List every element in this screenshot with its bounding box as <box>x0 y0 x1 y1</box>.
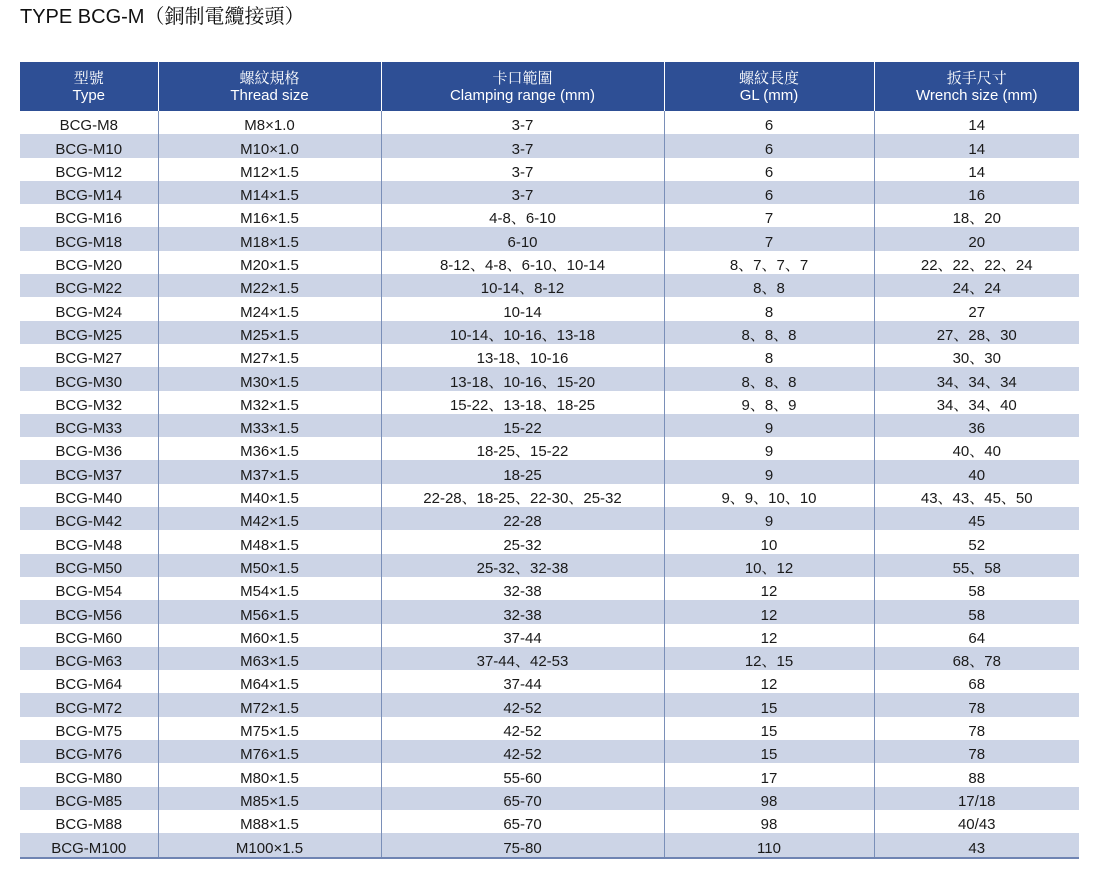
cell-clamping-range: 37-44 <box>381 670 664 693</box>
cell-thread-size: M63×1.5 <box>158 647 381 670</box>
cell-type: BCG-M24 <box>20 297 158 320</box>
cell-wrench-size: 34、34、40 <box>874 391 1079 414</box>
cell-thread-size: M20×1.5 <box>158 251 381 274</box>
column-header-en: GL (mm) <box>739 86 799 104</box>
cell-wrench-size: 78 <box>874 717 1079 740</box>
cell-clamping-range: 15-22、13-18、18-25 <box>381 391 664 414</box>
cell-type: BCG-M80 <box>20 763 158 786</box>
cell-gl: 8、7、7、7 <box>664 251 874 274</box>
column-header-zh: 螺紋規格 <box>239 69 300 87</box>
table-row <box>20 530 1079 553</box>
cell-clamping-range: 4-8、6-10 <box>381 204 664 227</box>
cell-gl: 17 <box>664 763 874 786</box>
cell-gl: 15 <box>664 717 874 740</box>
cell-wrench-size: 27 <box>874 297 1079 320</box>
cell-type: BCG-M18 <box>20 227 158 250</box>
table-body <box>20 111 1079 858</box>
cell-thread-size: M24×1.5 <box>158 297 381 320</box>
cell-type: BCG-M40 <box>20 484 158 507</box>
table-row <box>20 274 1079 297</box>
cell-type: BCG-M30 <box>20 367 158 390</box>
cell-type: BCG-M22 <box>20 274 158 297</box>
cell-thread-size: M48×1.5 <box>158 530 381 553</box>
cell-wrench-size: 52 <box>874 530 1079 553</box>
cell-gl: 110 <box>664 833 874 857</box>
cell-gl: 12、15 <box>664 647 874 670</box>
cell-gl: 8、8 <box>664 274 874 297</box>
column-header-gl <box>664 62 874 111</box>
spec-table <box>20 62 1079 859</box>
cell-wrench-size: 43、43、45、50 <box>874 484 1079 507</box>
table-row <box>20 554 1079 577</box>
cell-thread-size: M16×1.5 <box>158 204 381 227</box>
column-header-type <box>20 62 158 111</box>
cell-wrench-size: 24、24 <box>874 274 1079 297</box>
cell-thread-size: M18×1.5 <box>158 227 381 250</box>
cell-clamping-range: 3-7 <box>381 181 664 204</box>
cell-gl: 98 <box>664 810 874 833</box>
cell-wrench-size: 58 <box>874 577 1079 600</box>
cell-clamping-range: 65-70 <box>381 787 664 810</box>
cell-wrench-size: 64 <box>874 624 1079 647</box>
cell-clamping-range: 65-70 <box>381 810 664 833</box>
cell-gl: 7 <box>664 227 874 250</box>
cell-wrench-size: 30、30 <box>874 344 1079 367</box>
cell-gl: 6 <box>664 158 874 181</box>
page-title: TYPE BCG-M（銅制電纜接頭） <box>20 6 305 28</box>
column-header-zh: 型號 <box>73 69 104 87</box>
cell-clamping-range: 37-44 <box>381 624 664 647</box>
cell-gl: 12 <box>664 624 874 647</box>
column-header-en: Thread size <box>230 86 309 104</box>
cell-wrench-size: 22、22、22、24 <box>874 251 1079 274</box>
cell-type: BCG-M37 <box>20 460 158 483</box>
table-row <box>20 670 1079 693</box>
column-header-zh: 螺紋長度 <box>738 69 799 87</box>
table-row <box>20 717 1079 740</box>
cell-type: BCG-M60 <box>20 624 158 647</box>
cell-wrench-size: 88 <box>874 763 1079 786</box>
cell-wrench-size: 40 <box>874 460 1079 483</box>
table-row <box>20 111 1079 134</box>
cell-type: BCG-M50 <box>20 554 158 577</box>
cell-clamping-range: 10-14、10-16、13-18 <box>381 321 664 344</box>
column-header-en: Wrench size (mm) <box>916 86 1038 104</box>
cell-clamping-range: 15-22 <box>381 414 664 437</box>
table-row <box>20 600 1079 623</box>
cell-clamping-range: 18-25 <box>381 460 664 483</box>
cell-wrench-size: 14 <box>874 111 1079 134</box>
cell-thread-size: M42×1.5 <box>158 507 381 530</box>
cell-gl: 8 <box>664 297 874 320</box>
cell-clamping-range: 3-7 <box>381 111 664 134</box>
cell-thread-size: M27×1.5 <box>158 344 381 367</box>
cell-type: BCG-M64 <box>20 670 158 693</box>
column-header-thread-size <box>158 62 381 111</box>
cell-wrench-size: 14 <box>874 158 1079 181</box>
cell-wrench-size: 18、20 <box>874 204 1079 227</box>
column-header-clamping-range <box>381 62 664 111</box>
cell-type: BCG-M25 <box>20 321 158 344</box>
cell-gl: 15 <box>664 693 874 716</box>
cell-type: BCG-M36 <box>20 437 158 460</box>
cell-thread-size: M25×1.5 <box>158 321 381 344</box>
cell-gl: 8 <box>664 344 874 367</box>
table-row <box>20 484 1079 507</box>
cell-type: BCG-M10 <box>20 134 158 157</box>
cell-thread-size: M56×1.5 <box>158 600 381 623</box>
column-header-wrench-size <box>874 62 1079 111</box>
cell-thread-size: M50×1.5 <box>158 554 381 577</box>
cell-thread-size: M8×1.0 <box>158 111 381 134</box>
cell-clamping-range: 3-7 <box>381 134 664 157</box>
cell-type: BCG-M42 <box>20 507 158 530</box>
table-row <box>20 647 1079 670</box>
table-row <box>20 763 1079 786</box>
table-row <box>20 227 1079 250</box>
cell-type: BCG-M8 <box>20 111 158 134</box>
cell-gl: 10、12 <box>664 554 874 577</box>
cell-wrench-size: 78 <box>874 740 1079 763</box>
cell-gl: 6 <box>664 111 874 134</box>
cell-wrench-size: 17/18 <box>874 787 1079 810</box>
cell-clamping-range: 13-18、10-16、15-20 <box>381 367 664 390</box>
table-row <box>20 414 1079 437</box>
cell-thread-size: M14×1.5 <box>158 181 381 204</box>
cell-clamping-range: 13-18、10-16 <box>381 344 664 367</box>
cell-clamping-range: 6-10 <box>381 227 664 250</box>
table-row <box>20 693 1079 716</box>
cell-thread-size: M64×1.5 <box>158 670 381 693</box>
cell-type: BCG-M76 <box>20 740 158 763</box>
cell-wrench-size: 20 <box>874 227 1079 250</box>
table-row <box>20 158 1079 181</box>
table-row <box>20 507 1079 530</box>
cell-wrench-size: 55、58 <box>874 554 1079 577</box>
cell-thread-size: M32×1.5 <box>158 391 381 414</box>
table-row <box>20 321 1079 344</box>
cell-thread-size: M85×1.5 <box>158 787 381 810</box>
cell-wrench-size: 68、78 <box>874 647 1079 670</box>
table-row <box>20 787 1079 810</box>
cell-thread-size: M22×1.5 <box>158 274 381 297</box>
cell-wrench-size: 68 <box>874 670 1079 693</box>
cell-wrench-size: 16 <box>874 181 1079 204</box>
cell-clamping-range: 3-7 <box>381 158 664 181</box>
cell-thread-size: M100×1.5 <box>158 833 381 857</box>
cell-wrench-size: 34、34、34 <box>874 367 1079 390</box>
table-row <box>20 367 1079 390</box>
cell-gl: 12 <box>664 670 874 693</box>
cell-wrench-size: 58 <box>874 600 1079 623</box>
table-row <box>20 624 1079 647</box>
cell-thread-size: M33×1.5 <box>158 414 381 437</box>
cell-gl: 98 <box>664 787 874 810</box>
table-row <box>20 833 1079 857</box>
cell-clamping-range: 42-52 <box>381 740 664 763</box>
cell-type: BCG-M85 <box>20 787 158 810</box>
cell-type: BCG-M27 <box>20 344 158 367</box>
cell-wrench-size: 45 <box>874 507 1079 530</box>
table-row <box>20 460 1079 483</box>
cell-clamping-range: 75-80 <box>381 833 664 857</box>
cell-clamping-range: 32-38 <box>381 577 664 600</box>
cell-gl: 8、8、8 <box>664 321 874 344</box>
cell-gl: 15 <box>664 740 874 763</box>
cell-gl: 6 <box>664 181 874 204</box>
cell-clamping-range: 22-28、18-25、22-30、25-32 <box>381 484 664 507</box>
cell-type: BCG-M12 <box>20 158 158 181</box>
cell-thread-size: M88×1.5 <box>158 810 381 833</box>
cell-type: BCG-M32 <box>20 391 158 414</box>
cell-gl: 9 <box>664 437 874 460</box>
cell-clamping-range: 10-14 <box>381 297 664 320</box>
cell-thread-size: M75×1.5 <box>158 717 381 740</box>
table-row <box>20 181 1079 204</box>
cell-wrench-size: 36 <box>874 414 1079 437</box>
cell-thread-size: M10×1.0 <box>158 134 381 157</box>
cell-type: BCG-M100 <box>20 833 158 857</box>
cell-type: BCG-M75 <box>20 717 158 740</box>
table-row <box>20 204 1079 227</box>
cell-thread-size: M76×1.5 <box>158 740 381 763</box>
table-row <box>20 740 1079 763</box>
cell-thread-size: M37×1.5 <box>158 460 381 483</box>
cell-thread-size: M80×1.5 <box>158 763 381 786</box>
table-row <box>20 577 1079 600</box>
cell-type: BCG-M33 <box>20 414 158 437</box>
table-row <box>20 810 1079 833</box>
cell-type: BCG-M48 <box>20 530 158 553</box>
cell-wrench-size: 78 <box>874 693 1079 716</box>
cell-gl: 6 <box>664 134 874 157</box>
cell-thread-size: M54×1.5 <box>158 577 381 600</box>
cell-thread-size: M12×1.5 <box>158 158 381 181</box>
cell-type: BCG-M88 <box>20 810 158 833</box>
cell-gl: 9、9、10、10 <box>664 484 874 507</box>
cell-gl: 12 <box>664 600 874 623</box>
cell-type: BCG-M56 <box>20 600 158 623</box>
cell-wrench-size: 40/43 <box>874 810 1079 833</box>
cell-type: BCG-M20 <box>20 251 158 274</box>
table-row <box>20 344 1079 367</box>
cell-wrench-size: 43 <box>874 833 1079 857</box>
cell-clamping-range: 25-32、32-38 <box>381 554 664 577</box>
cell-thread-size: M40×1.5 <box>158 484 381 507</box>
cell-thread-size: M36×1.5 <box>158 437 381 460</box>
header-row <box>20 62 1079 111</box>
cell-clamping-range: 25-32 <box>381 530 664 553</box>
cell-wrench-size: 40、40 <box>874 437 1079 460</box>
cell-clamping-range: 18-25、15-22 <box>381 437 664 460</box>
column-header-zh: 扳手尺寸 <box>946 69 1007 87</box>
column-header-en: Type <box>72 86 106 104</box>
cell-type: BCG-M63 <box>20 647 158 670</box>
cell-gl: 7 <box>664 204 874 227</box>
table-row <box>20 251 1079 274</box>
cell-gl: 8、8、8 <box>664 367 874 390</box>
column-header-zh: 卡口範圍 <box>492 69 553 87</box>
table-row <box>20 391 1079 414</box>
cell-clamping-range: 42-52 <box>381 717 664 740</box>
cell-clamping-range: 37-44、42-53 <box>381 647 664 670</box>
cell-type: BCG-M72 <box>20 693 158 716</box>
cell-thread-size: M30×1.5 <box>158 367 381 390</box>
cell-gl: 9 <box>664 414 874 437</box>
cell-gl: 9 <box>664 460 874 483</box>
cell-gl: 9、8、9 <box>664 391 874 414</box>
cell-clamping-range: 8-12、4-8、6-10、10-14 <box>381 251 664 274</box>
table-header <box>20 62 1079 111</box>
cell-clamping-range: 10-14、8-12 <box>381 274 664 297</box>
cell-clamping-range: 55-60 <box>381 763 664 786</box>
cell-thread-size: M60×1.5 <box>158 624 381 647</box>
table-row <box>20 297 1079 320</box>
cell-gl: 10 <box>664 530 874 553</box>
cell-gl: 9 <box>664 507 874 530</box>
cell-wrench-size: 14 <box>874 134 1079 157</box>
cell-clamping-range: 42-52 <box>381 693 664 716</box>
cell-type: BCG-M16 <box>20 204 158 227</box>
cell-gl: 12 <box>664 577 874 600</box>
cell-clamping-range: 22-28 <box>381 507 664 530</box>
cell-type: BCG-M14 <box>20 181 158 204</box>
table-row <box>20 437 1079 460</box>
cell-type: BCG-M54 <box>20 577 158 600</box>
table-row <box>20 134 1079 157</box>
cell-thread-size: M72×1.5 <box>158 693 381 716</box>
column-header-en: Clamping range (mm) <box>449 86 596 104</box>
cell-wrench-size: 27、28、30 <box>874 321 1079 344</box>
cell-clamping-range: 32-38 <box>381 600 664 623</box>
